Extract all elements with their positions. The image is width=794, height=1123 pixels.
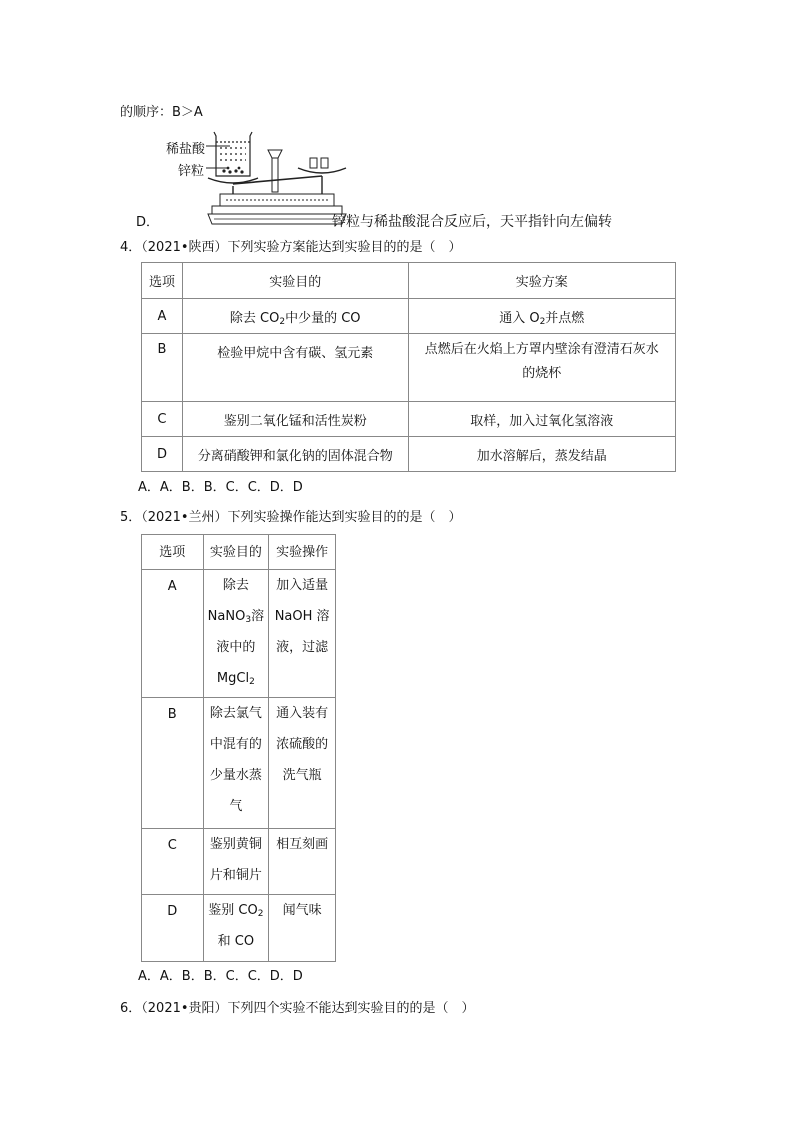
q3-continuation: 的顺序：B＞A [120,105,203,120]
q4-choices: A．A．B．B．C．C．D．D [138,480,303,495]
row-a-purpose: 除去 NaNO$_3$溶 液中的 MgCl$_2$ [203,570,269,698]
row-b-operation: 通入装有 浓硫酸的 洗气瓶 [269,698,336,829]
option-d-letter: D． [136,215,160,230]
question-5: 5．（2021•兰州）下列实验操作能达到实验目的的是（ ） [120,510,462,525]
table-row [142,437,676,472]
table-row [142,829,336,895]
option-d-caption: 锌粒与稀盐酸混合反应后，天平指针向左偏转 [332,214,612,230]
right-pan [298,168,346,173]
row-a-plan: 通入 $O_2$并点燃 [408,299,676,334]
table-header-row [142,263,676,299]
weight-1 [310,158,317,168]
row-b-purpose: 除去氯气 中混有的 少量水蒸 气 [203,698,269,829]
header-purpose: 实验目的 [203,535,269,570]
row-a-option: A [142,299,183,334]
row-d-option: D [142,895,204,962]
table-row [142,570,336,698]
q5-choices: A．A．B．B．C．C．D．D [138,969,303,984]
header-purpose: 实验目的 [182,263,408,299]
row-c-plan: 取样，加入过氧化氢溶液 [408,402,676,437]
q5-table [141,534,336,962]
row-c-operation: 相互刻画 [269,829,336,895]
balance-figure [200,128,350,226]
table-row [142,895,336,962]
header-option: 选项 [142,263,183,299]
row-b-option: B [142,698,204,829]
row-d-option: D [142,437,183,472]
header-operation: 实验操作 [269,535,336,570]
table-row [142,402,676,437]
row-d-plan: 加水溶解后，蒸发结晶 [408,437,676,472]
row-b-plan: 点燃后在火焰上方罩内壁涂有澄清石灰水 的烧杯 [408,334,676,402]
table-row [142,334,676,402]
label-dilute-hcl: 稀盐酸 [166,142,206,157]
row-c-purpose: 鉴别二氧化锰和活性炭粉 [182,402,408,437]
table-row [142,698,336,829]
weight-2 [321,158,328,168]
table-row [142,299,676,334]
beaker [214,132,252,176]
header-option: 选项 [142,535,204,570]
table-header-row [142,535,336,570]
question-4: 4．（2021•陕西）下列实验方案能达到实验目的的是（ ） [120,240,462,255]
label-zinc-granules: 锌粒 [178,164,205,179]
balance-base [220,194,334,206]
pillar-top [268,150,282,158]
row-b-purpose: 检验甲烷中含有碳、氢元素 [182,334,408,402]
row-b-option: B [142,334,183,402]
row-c-purpose: 鉴别黄铜 片和铜片 [203,829,269,895]
question-6: 6．（2021•贵阳）下列四个实验不能达到实验目的的是（ ） [120,1001,475,1016]
row-a-operation: 加入适量 NaOH 溶 液，过滤 [269,570,336,698]
row-c-option: C [142,829,204,895]
row-d-operation: 闻气味 [269,895,336,962]
header-plan: 实验方案 [408,263,676,299]
row-a-option: A [142,570,204,698]
row-d-purpose: 分离硝酸钾和氯化钠的固体混合物 [182,437,408,472]
row-c-option: C [142,402,183,437]
row-a-purpose: 除去 $CO_2$中少量的 CO [182,299,408,334]
row-d-purpose: 鉴别 $CO_2$ 和 CO [203,895,269,962]
q4-table [141,262,676,472]
